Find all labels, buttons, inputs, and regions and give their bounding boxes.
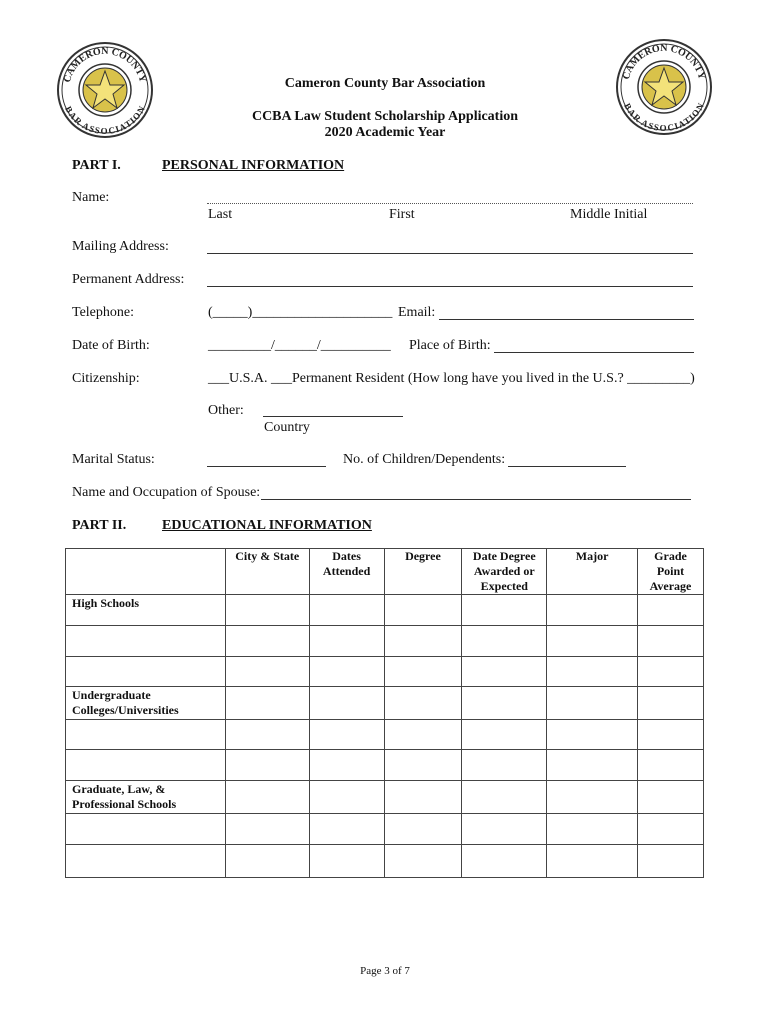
table-cell[interactable] xyxy=(225,657,309,687)
name-sub-last: Last xyxy=(208,207,233,222)
table-cell[interactable] xyxy=(225,687,309,720)
table-cell[interactable] xyxy=(225,814,309,845)
column-header-date-degree: Date Degree Awarded or Expected xyxy=(462,549,547,595)
table-cell[interactable] xyxy=(66,750,226,781)
table-cell[interactable] xyxy=(225,626,309,657)
org-title: Cameron County Bar Association xyxy=(284,76,486,91)
row-label-high-schools: High Schools xyxy=(66,595,226,626)
spouse-label: Name and Occupation of Spouse: xyxy=(72,485,261,500)
mailing-address-field[interactable] xyxy=(207,253,693,254)
table-cell[interactable] xyxy=(225,845,309,878)
name-sub-first: First xyxy=(389,207,415,222)
table-cell[interactable] xyxy=(309,750,384,781)
table-cell[interactable] xyxy=(547,814,638,845)
column-header-city-state: City & State xyxy=(225,549,309,595)
email-label: Email: xyxy=(398,305,436,320)
other-label: Other: xyxy=(208,403,244,418)
dob-field[interactable]: _________/______/__________ xyxy=(208,338,391,353)
table-cell[interactable] xyxy=(462,720,547,750)
table-cell[interactable] xyxy=(384,845,462,878)
marital-status-label: Marital Status: xyxy=(72,452,155,467)
table-cell[interactable] xyxy=(547,781,638,814)
row-label-undergraduate: Undergraduate Colleges/Universities xyxy=(66,687,226,720)
table-cell[interactable] xyxy=(462,845,547,878)
table-cell[interactable] xyxy=(309,595,384,626)
column-header-gpa: Grade Point Average xyxy=(638,549,704,595)
telephone-label: Telephone: xyxy=(72,305,134,320)
column-header-dates-attended: Dates Attended xyxy=(309,549,384,595)
table-cell[interactable] xyxy=(225,720,309,750)
table-cell[interactable] xyxy=(638,750,704,781)
table-cell[interactable] xyxy=(547,657,638,687)
table-cell[interactable] xyxy=(547,845,638,878)
name-sub-middle: Middle Initial xyxy=(570,207,648,222)
name-field[interactable] xyxy=(207,203,693,204)
table-row xyxy=(66,657,704,687)
svg-text:CAMERON COUNTY: CAMERON COUNTY xyxy=(620,42,708,81)
svg-text:CAMERON COUNTY: CAMERON COUNTY xyxy=(61,45,149,84)
table-cell[interactable] xyxy=(462,657,547,687)
telephone-field[interactable]: (_____)____________________ xyxy=(208,305,393,320)
table-row xyxy=(66,814,704,845)
table-cell[interactable] xyxy=(309,845,384,878)
part2-heading: EDUCATIONAL INFORMATION xyxy=(162,518,372,533)
table-cell[interactable] xyxy=(309,687,384,720)
table-cell[interactable] xyxy=(638,781,704,814)
table-cell[interactable] xyxy=(66,814,226,845)
citizenship-field[interactable]: ___U.S.A. ___Permanent Resident (How long have you lived in the U.S.? _________) xyxy=(208,371,695,386)
row-label-graduate: Graduate, Law, & Professional Schools xyxy=(66,781,226,814)
spouse-field[interactable] xyxy=(261,499,691,500)
table-cell[interactable] xyxy=(225,781,309,814)
table-cell[interactable] xyxy=(638,657,704,687)
citizenship-label: Citizenship: xyxy=(72,371,140,386)
part1-label: PART I. xyxy=(72,158,121,173)
part1-heading: PERSONAL INFORMATION xyxy=(162,158,345,173)
table-cell[interactable] xyxy=(225,750,309,781)
country-label: Country xyxy=(264,420,310,435)
table-cell[interactable] xyxy=(384,720,462,750)
table-cell[interactable] xyxy=(462,781,547,814)
email-field[interactable] xyxy=(439,319,694,320)
table-cell[interactable] xyxy=(462,814,547,845)
table-cell[interactable] xyxy=(547,720,638,750)
table-cell[interactable] xyxy=(309,626,384,657)
table-row xyxy=(66,845,704,878)
table-cell[interactable] xyxy=(384,750,462,781)
marital-status-field[interactable] xyxy=(207,466,326,467)
pob-label: Place of Birth: xyxy=(409,338,491,353)
table-cell[interactable] xyxy=(462,750,547,781)
table-row xyxy=(66,781,704,814)
mailing-address-label: Mailing Address: xyxy=(72,239,169,254)
table-row xyxy=(66,720,704,750)
svg-text:BAR ASSOCIATION: BAR ASSOCIATION xyxy=(622,101,706,134)
permanent-address-label: Permanent Address: xyxy=(72,272,185,287)
table-cell[interactable] xyxy=(547,626,638,657)
table-cell[interactable] xyxy=(384,814,462,845)
table-cell[interactable] xyxy=(66,626,226,657)
table-row xyxy=(66,687,704,720)
permanent-address-field[interactable] xyxy=(207,286,693,287)
table-cell[interactable] xyxy=(66,720,226,750)
column-header-blank xyxy=(66,549,226,595)
table-cell[interactable] xyxy=(547,595,638,626)
table-cell[interactable] xyxy=(384,687,462,720)
table-cell[interactable] xyxy=(462,687,547,720)
page-number: Page 3 of 7 xyxy=(360,965,410,977)
table-cell[interactable] xyxy=(547,750,638,781)
column-header-major: Major xyxy=(547,549,638,595)
table-cell[interactable] xyxy=(638,687,704,720)
table-cell[interactable] xyxy=(384,657,462,687)
table-cell[interactable] xyxy=(225,595,309,626)
table-cell[interactable] xyxy=(638,845,704,878)
table-cell[interactable] xyxy=(462,626,547,657)
table-cell[interactable] xyxy=(547,687,638,720)
form-title: CCBA Law Student Scholarship Application xyxy=(251,109,519,124)
table-cell[interactable] xyxy=(638,720,704,750)
table-cell[interactable] xyxy=(384,595,462,626)
table-cell[interactable] xyxy=(309,657,384,687)
svg-text:BAR ASSOCIATION: BAR ASSOCIATION xyxy=(63,104,147,137)
table-cell[interactable] xyxy=(384,626,462,657)
table-cell[interactable] xyxy=(66,845,226,878)
table-cell[interactable] xyxy=(638,626,704,657)
table-row xyxy=(66,595,704,626)
table-cell[interactable] xyxy=(309,781,384,814)
education-table xyxy=(65,548,704,878)
name-label: Name: xyxy=(72,190,110,205)
table-cell[interactable] xyxy=(384,781,462,814)
education-header-row xyxy=(66,549,704,595)
table-cell[interactable] xyxy=(462,595,547,626)
table-cell[interactable] xyxy=(309,814,384,845)
academic-year: 2020 Academic Year xyxy=(324,125,446,140)
table-cell[interactable] xyxy=(638,814,704,845)
table-cell[interactable] xyxy=(638,595,704,626)
table-cell[interactable] xyxy=(66,657,226,687)
part2-label: PART II. xyxy=(72,518,127,533)
table-cell[interactable] xyxy=(309,720,384,750)
pob-field[interactable] xyxy=(494,352,694,353)
children-field[interactable] xyxy=(508,466,626,467)
column-header-degree: Degree xyxy=(384,549,462,595)
table-row xyxy=(66,750,704,781)
dob-label: Date of Birth: xyxy=(72,338,150,353)
other-country-field[interactable] xyxy=(263,416,403,417)
children-label: No. of Children/Dependents: xyxy=(343,452,506,467)
table-row xyxy=(66,626,704,657)
